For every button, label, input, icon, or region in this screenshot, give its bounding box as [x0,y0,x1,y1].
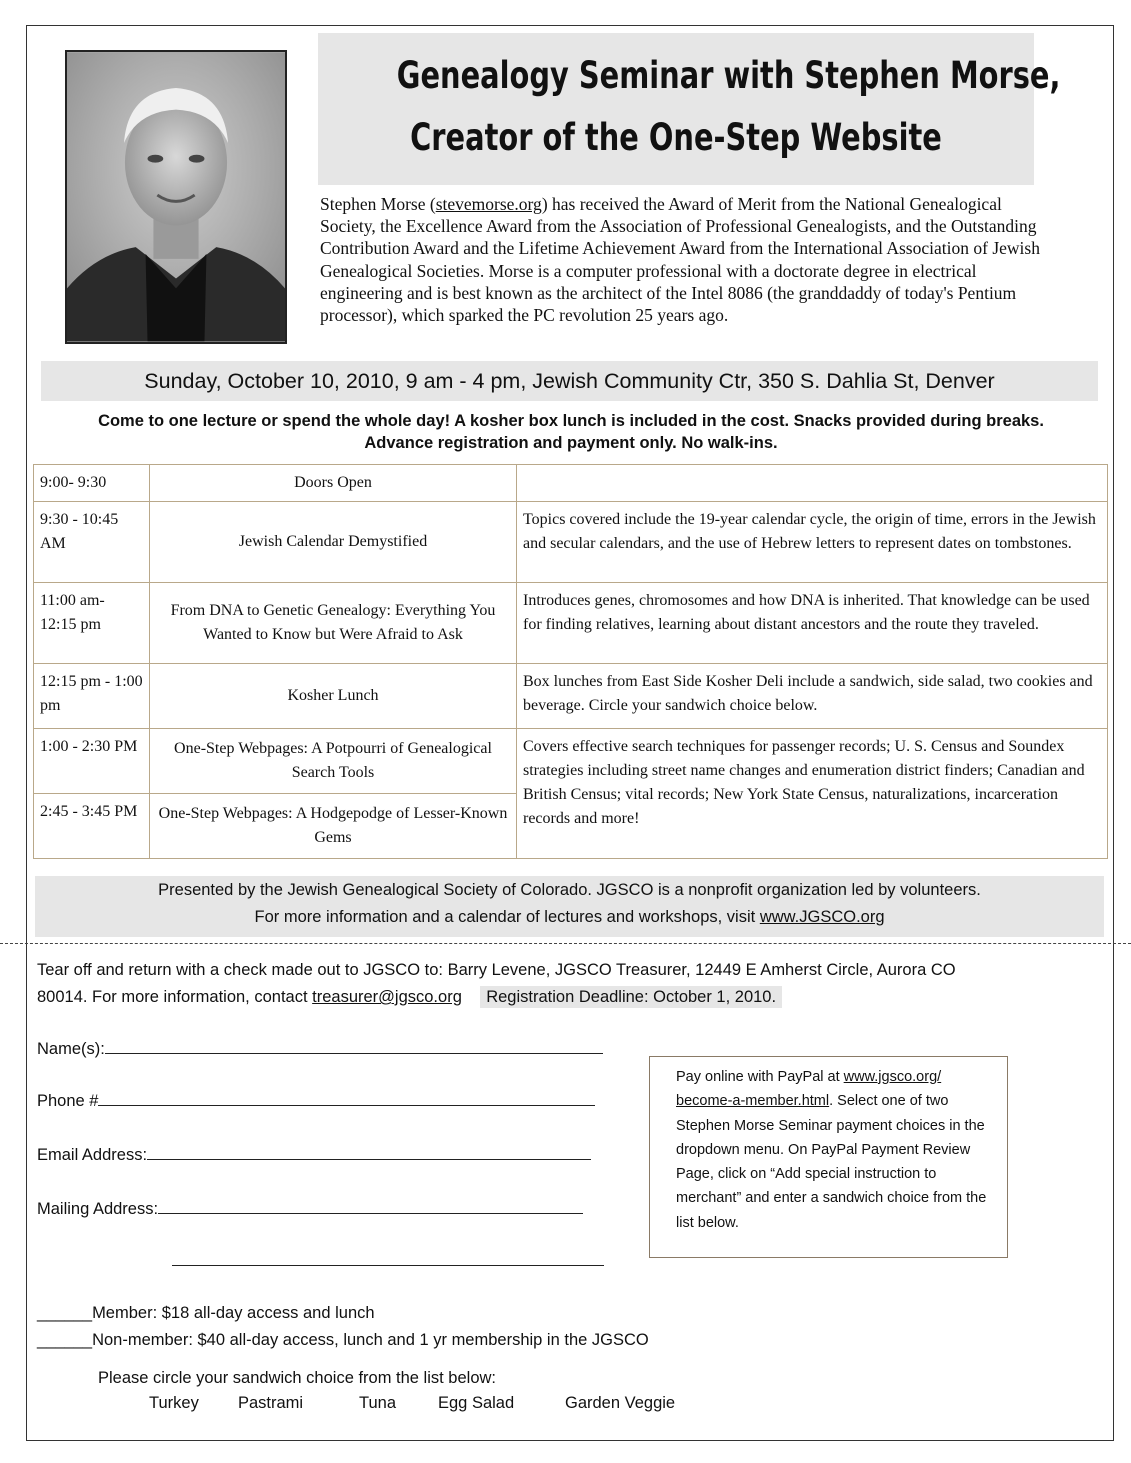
sandwich-option-egg-salad[interactable]: Egg Salad [438,1394,515,1412]
time-cell: 9:30 - 10:45 AM [34,502,150,583]
tear-off-line-2 [37,984,1097,1011]
stevemorse-link[interactable]: stevemorse.org [435,194,542,214]
mailing-address-label: Mailing Address: [37,1200,159,1218]
paypal-text-pre: Pay online with PayPal at [676,1069,844,1085]
topic-cell: One-Step Webpages: A Potpourri of Genealogical Search Tools [150,729,517,794]
sandwich-instructions: Please circle your sandwich choice from the list below: [98,1369,497,1387]
name-label: Name(s): [37,1040,105,1058]
time-cell: 12:15 pm - 1:00 pm [34,664,150,729]
phone-label: Phone # [37,1092,99,1110]
paypal-box [649,1056,1008,1258]
tear-off-line-1: Tear off and return with a check made out to JGSCO to: Barry Levene, JGSCO Treasurer, 12449 E Amherst Circle, Aurora CO [37,961,956,979]
title-line-1: Genealogy Seminar with Stephen Morse, [396,54,1061,97]
description-cell: Box lunches from East Side Kosher Deli include a sandwich, side salad, two cookies and beverage. Circle your sandwich choice below. [517,664,1108,729]
phone-field[interactable] [37,1090,595,1112]
attendance-note-line-2: Advance registration and payment only. No walk-ins. [364,434,778,452]
tear-off-instructions [37,957,1097,1011]
sandwich-option-pastrami[interactable]: Pastrami [238,1394,304,1412]
presented-by-text: For more information and a calendar of lectures and workshops, visit [254,908,760,926]
time-cell: 2:45 - 3:45 PM [34,794,150,859]
description-cell [517,465,1108,502]
treasurer-email-link[interactable]: treasurer@jgsco.org [312,988,462,1006]
schedule-table [33,464,1108,859]
topic-cell: Kosher Lunch [150,664,517,729]
email-label: Email Address: [37,1146,148,1164]
speaker-bio [320,193,1040,326]
description-cell: Topics covered include the 19-year calendar cycle, the origin of time, errors in the Jewish and secular calendars, and the use of Hebrew letters to represent dates on tombstones. [517,502,1108,583]
table-row [34,465,1108,502]
bio-text-pre: Stephen Morse ( [320,194,436,214]
event-details-bar: Sunday, October 10, 2010, 9 am - 4 pm, Jewish Community Ctr, 350 S. Dahlia St, Denver [41,361,1098,401]
sandwich-option-turkey[interactable]: Turkey [149,1394,199,1412]
paypal-link-part-1[interactable]: www.jgsco.org/ [843,1069,942,1085]
topic-cell: One-Step Webpages: A Hodgepodge of Lesser-Known Gems [150,794,517,859]
attendance-note [30,410,1112,454]
presented-by-line-2 [35,904,1104,931]
member-label: Member: $18 all-day access and lunch [92,1304,375,1322]
name-blank[interactable] [105,1039,603,1054]
tear-off-divider [0,943,1131,944]
bio-text-post: ) has received the Award of Merit from the National Genealogical Society, the Excellence Award from the Association of Professional Genealogists, and the Outstanding Contribution Award and the Lifetime Achievement Award from the International Association of Jewish Genealogical Societies. Morse is a computer professional with a doctorate degree in electrical engineering and is best known as the architect of the Intel 8086 (the granddaddy of today's Pentium processor), which sparked the PC revolution 25 years ago. [320,194,1040,326]
mailing-address-line-2[interactable] [172,1250,604,1272]
topic-cell: Jewish Calendar Demystified [150,502,517,583]
paypal-link-part-2[interactable]: become-a-member.html [676,1093,830,1110]
title-banner [318,33,1061,185]
time-cell: 11:00 am- 12:15 pm [34,583,150,664]
sandwich-option-garden-veggie[interactable]: Garden Veggie [565,1394,676,1412]
presented-by-box [35,876,1104,937]
table-row [34,583,1108,664]
speaker-photo [65,50,287,344]
email-blank[interactable] [147,1145,591,1160]
member-blank[interactable]: ______ [37,1304,93,1322]
registration-deadline: Registration Deadline: October 1, 2010. [480,986,782,1008]
sandwich-option-tuna[interactable]: Tuna [359,1394,396,1412]
tear-off-text: 80014. For more information, contact [37,988,313,1006]
attendance-note-line-1: Come to one lecture or spend the whole day! A kosher box lunch is included in the cost. Snacks provided during breaks. [98,412,1044,430]
email-field[interactable] [37,1144,591,1166]
table-row [34,502,1108,583]
title-line-2: Creator of the One-Step Website [410,116,942,159]
jgsco-website-link[interactable]: www.JGSCO.org [759,908,885,926]
nonmember-label: Non-member: $40 all-day access, lunch and 1 yr membership in the JGSCO [92,1331,649,1349]
paypal-text-post: . Select one of two Stephen Morse Seminar payment choices in the dropdown menu. On PayPal Payment Review Page, click on “Add special instruction to merchant” and enter a sandwich choice from the list below. [676,1093,987,1231]
topic-cell: Doors Open [150,465,517,502]
description-cell: Introduces genes, chromosomes and how DNA is inherited. That knowledge can be used for finding relatives, learning about distant ancestors and the route they traveled. [517,583,1108,664]
name-field[interactable] [37,1038,603,1060]
nonmember-blank[interactable]: ______ [37,1331,93,1349]
presented-by-line-1: Presented by the Jewish Genealogical Society of Colorado. JGSCO is a nonprofit organization led by volunteers. [158,881,981,899]
phone-blank[interactable] [98,1091,595,1106]
mailing-address-blank[interactable] [158,1199,583,1214]
mailing-address-field[interactable] [37,1198,583,1220]
time-cell: 1:00 - 2:30 PM [34,729,150,794]
topic-cell: From DNA to Genetic Genealogy: Everything You Wanted to Know but Were Afraid to Ask [150,583,517,664]
time-cell: 9:00- 9:30 [34,465,150,502]
description-cell: Covers effective search techniques for passenger records; U. S. Census and Soundex strategies including street name changes and enumeration district finders; Canadian and British Census; vital records; New York State Census, naturalizations, incarceration records and more! [517,729,1108,859]
table-row [34,729,1108,794]
member-option[interactable] [37,1302,375,1324]
nonmember-option[interactable] [37,1329,649,1351]
mailing-address-blank-2[interactable] [172,1251,604,1266]
table-row [34,664,1108,729]
